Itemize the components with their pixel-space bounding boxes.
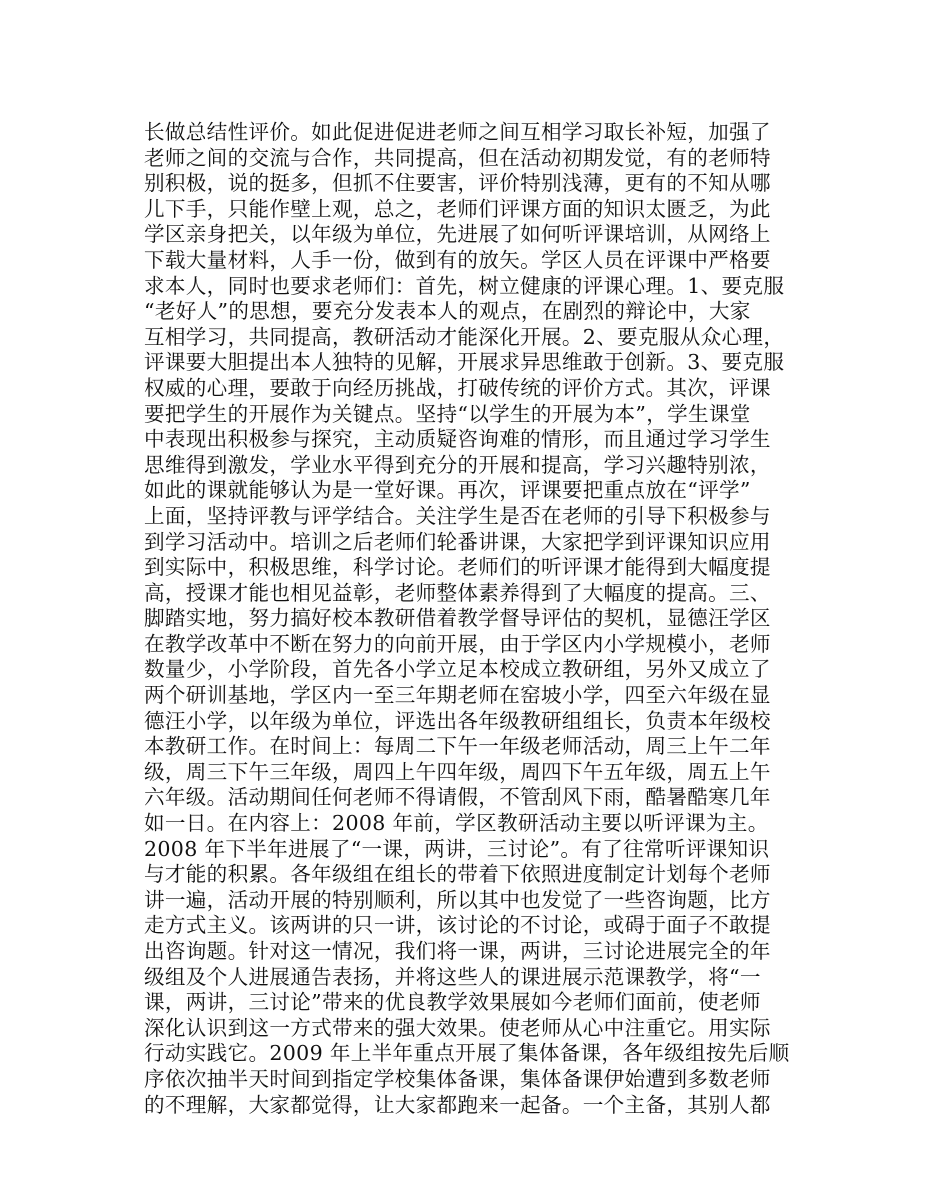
text-line: 互相学习，共同提高，教研活动才能深化开展。2、要克服从众心理， (144, 324, 785, 349)
text-line: 六年级。活动期间任何老师不得请假，不管刮风下雨，酷暑酷寒几年 (144, 785, 771, 810)
text-line: 本教研工作。在时间上：每周二下午一年级老师活动，周三上午二年 (144, 734, 771, 759)
text-line: 权威的心理，要敢于向经历挑战，打破传统的评价方式。其次，评课 (144, 375, 771, 400)
text-line: “老好人”的思想，要充分发表本人的观点，在剧烈的辩论中，大家 (144, 299, 751, 324)
text-line: 老师之间的交流与合作，共同提高，但在活动初期发觉，有的老师特 (144, 145, 771, 170)
text-line: 讲一遍，活动开展的特别顺利，所以其中也发觉了一些咨询题，比方 (144, 887, 771, 912)
text-line: 的不理解，大家都觉得，让大家都跑来一起备。一个主备，其别人都 (144, 1092, 771, 1117)
text-line: 到学习活动中。培训之后老师们轮番讲课，大家把学到评课知识应用 (144, 529, 771, 554)
text-line: 如此的课就能够认为是一堂好课。再次，评课要把重点放在“评学” (144, 478, 751, 503)
text-line: 在教学改革中不断在努力的向前开展，由于学区内小学规模小，老师 (144, 631, 771, 656)
text-line: 别积极，说的挺多，但抓不住要害，评价特别浅薄，更有的不知从哪 (144, 171, 771, 196)
text-line: 求本人，同时也要求老师们：首先，树立健康的评课心理。1、要克服 (144, 273, 785, 298)
text-line: 德汪小学，以年级为单位，评选出各年级教研组组长，负责本年级校 (144, 708, 771, 733)
text-line: 与才能的积累。各年级组在组长的带着下依照进度制定计划每个老师 (144, 862, 771, 887)
text-line: 要把学生的开展作为关键点。坚持“以学生的开展为本”，学生课堂 (144, 401, 751, 426)
text-line: 深化认识到这一方式带来的强大效果。使老师从心中注重它。用实际 (144, 1015, 771, 1040)
text-line: 序依次抽半天时间到指定学校集体备课，集体备课伊始遭到多数老师 (144, 1066, 771, 1091)
text-line: 下载大量材料，人手一份，做到有的放矢。学区人员在评课中严格要 (144, 247, 771, 272)
text-line: 到实际中，积极思维，科学讨论。老师们的听评课才能得到大幅度提 (144, 555, 771, 580)
text-line: 学区亲身把关，以年级为单位，先进展了如何听评课培训，从网络上 (144, 222, 771, 247)
text-line: 级组及个人进展通告表扬，并将这些人的课进展示范课教学，将“一 (144, 964, 761, 989)
text-line: 儿下手，只能作壁上观，总之，老师们评课方面的知识太匮乏，为此 (144, 196, 771, 221)
text-line: 数量少，小学阶段，首先各小学立足本校成立教研组，另外又成立了 (144, 657, 771, 682)
text-line: 出咨询题。针对这一情况，我们将一课，两讲，三讨论进展完全的年 (144, 939, 771, 963)
text-line: 中表现出积极参与探究，主动质疑咨询难的情形，而且通过学习学生 (144, 427, 771, 452)
text-line: 长做总结性评价。如此促进促进老师之间互相学习取长补短，加强了 (144, 120, 771, 144)
text-line: 走方式主义。该两讲的只一讲，该讨论的不讨论，或碍于面子不敢提 (144, 913, 771, 938)
text-line: 评课要大胆提出本人独特的见解，开展求异思维敢于创新。3、要克服 (144, 350, 785, 375)
text-line: 课，两讲，三讨论”带来的优良教学效果展如今老师们面前，使老师 (144, 990, 761, 1015)
text-line: 脚踏实地，努力搞好校本教研借着教学督导评估的契机，显德汪学区 (144, 606, 771, 631)
text-line: 思维得到激发，学业水平得到充分的开展和提高，学习兴趣特别浓， (144, 452, 771, 477)
text-line: 2008 年下半年进展了“一课，两讲，三讨论”。有了往常听评课知识 (144, 836, 770, 861)
body-text (144, 120, 834, 1118)
text-line: 如一日。在内容上：2008 年前，学区教研活动主要以听评课为主。 (144, 811, 769, 836)
text-line: 两个研训基地，学区内一至三年期老师在窑坡小学，四至六年级在显 (144, 683, 771, 708)
text-line: 高，授课才能也相见益彰，老师整体素养得到了大幅度的提高。三、 (144, 580, 771, 605)
text-line: 行动实践它。2009 年上半年重点开展了集体备课，各年级组按先后顺 (144, 1041, 790, 1066)
text-line: 上面，坚持评教与评学结合。关注学生是否在老师的引导下积极参与 (144, 503, 771, 528)
text-line: 级，周三下午三年级，周四上午四年级，周四下午五年级，周五上午 (144, 759, 771, 784)
